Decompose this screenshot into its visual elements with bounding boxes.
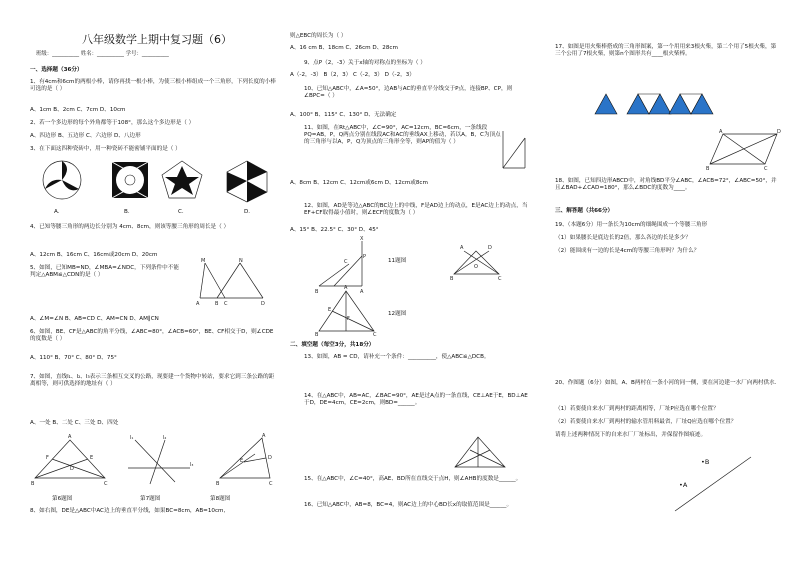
svg-text:B: B (315, 332, 319, 338)
question-13: 13、如图，AB = CD，请补充一个条件：__________，使△ABC≌△DCB。 (304, 354, 490, 360)
svg-text:M: M (201, 258, 206, 264)
question-12-options: A、15° B、22.5° C、30° D、45° (290, 227, 379, 233)
question-7-options: A、一处 B、二处 C、三处 D、四处 (30, 420, 119, 426)
tile-label-a: A. (54, 209, 60, 215)
figure-5 (195, 258, 275, 307)
question-9: 9、点P（2，-3）关于x轴的对称点的坐标为（ ） (304, 60, 426, 66)
question-2: 2、若一个多边形的每个外角都等于108°，那么这个多边形是（ ） (30, 120, 195, 126)
svg-text:A: A (460, 245, 464, 251)
tile-d-figure (227, 161, 267, 202)
caption-figure-12: 12题图 (388, 311, 407, 317)
tile-c-figure (162, 161, 202, 198)
question-19: 19、（本题6分）用一条长为10cm的细绳围成一个等腰三角形 (555, 222, 708, 228)
question-20: 20、作图题（6分）如图，A、B两村在一条小河的同一侧，要在河边建一水厂向两村供水. (555, 380, 777, 386)
svg-text:l₂: l₂ (163, 435, 167, 441)
svg-text:C: C (269, 481, 273, 487)
question-10-options: A、100° B、115° C、130° D、无法确定 (290, 112, 397, 118)
question-5: 5、如图，已知MB=ND，∠MBA=∠NDC，下列条件中不能判定△ABM≌△CDN的是（ ） (30, 265, 179, 278)
question-19-part-1: （1）如果腰长是底边长的2倍，那么各边的长是多少？ (555, 235, 691, 241)
student-info: 班级：__________ 姓名：__________ 学号：__________ (36, 51, 169, 57)
figure-6 (31, 434, 108, 487)
svg-text:A: A (196, 301, 200, 307)
svg-text:N: N (239, 258, 243, 264)
tile-label-d: D. (244, 209, 251, 215)
svg-text:B: B (216, 481, 220, 487)
svg-text:l₃: l₃ (190, 462, 194, 468)
river-line (673, 455, 753, 515)
figure-12 (315, 285, 377, 338)
svg-text:B: B (315, 289, 319, 295)
svg-text:D: D (268, 455, 272, 461)
question-18: 18、如图，已知四边形ABCD中，对角线BD平分∠ABC，∠ACB=72°，∠ABC=50°，并且∠BAD+∠CAD=180°，那么∠BDC的度数为____。 (555, 178, 777, 191)
question-2-options: A、四边形 B、五边形 C、六边形 D、八边形 (30, 133, 141, 139)
figures-11-12 (314, 236, 514, 336)
point-a: •A (679, 481, 688, 489)
svg-text:A: A (262, 433, 266, 439)
column-3 (555, 0, 780, 562)
svg-text:A: A (360, 289, 364, 295)
tile-a-figure (43, 161, 81, 199)
caption-figure-6: 第6题图 (52, 496, 73, 502)
question-20-part-1: （1）若要使自来水厂到两村的距离相等，厂址P应选在哪个位置？ (555, 406, 719, 412)
svg-text:F: F (347, 316, 350, 322)
svg-text:F: F (46, 455, 49, 461)
figure-8 (216, 433, 273, 487)
figure-18 (705, 128, 783, 172)
section-solve: 三、解答题（共66分） (555, 208, 614, 214)
column-2 (290, 0, 530, 562)
svg-text:D: D (777, 129, 781, 135)
question-12: 12、如图，AD是等边△ABC的BC边上的中线，F是AD边上的动点，E是AC边上的动点，当EF+CF取得最小值时，则∠ECF的度数为（ ） (304, 203, 528, 216)
question-11: 11、如图，在Rt△ABC中，∠C=90°，AC=12cm，BC=6cm，一条线段PQ=AB，P，Q两点分别在线段AC和AC的垂线AX上移动，若以A，B，C为顶点的三角形与以A，P，Q为顶点的三角形全等，则AP的值为（ ） (304, 125, 501, 145)
figures-6-7-8 (30, 432, 280, 492)
svg-text:O: O (474, 264, 478, 270)
question-15: 15、在△ABC中，∠C=40°，高AE、BD所在直线交于点H，则∠AHB的度数是______。 (304, 476, 522, 482)
page-title: 八年级数学上期中复习题（6） (82, 33, 232, 46)
svg-text:A: A (719, 129, 723, 135)
question-6: 6、如图，BE、CF是△ABC的角平分线，∠ABC=80°，∠ACB=60°，BE、CF相交于D，则∠CDE的度数是（ ） (30, 329, 274, 342)
question-3: 3、在下面这四种瓷砖中，用一种瓷砖不能密铺平面的是（ ） (30, 146, 181, 152)
svg-text:D: D (488, 245, 492, 251)
question-8-continued: 则△EBC的周长为（ ） (290, 33, 347, 39)
svg-text:B: B (215, 301, 219, 307)
tile-label-c: C. (178, 209, 184, 215)
figure-13 (450, 245, 502, 282)
question-20-part-2: （2）若要使自来水厂到两村的输水管用料最省，厂址Q应选在哪个位置？ (555, 419, 737, 425)
question-10: 10、已知△ABC中，∠A=50°，边AB与AC的垂直平分线交于P点，连接BP、CP，则∠BPC=（ ） (304, 86, 513, 99)
question-1: 1、有4cm和6cm的两根小棒，请你再找一根小棒，为使三根小棒组成一个三角形，下列长度的小棒可选的是（ ） (30, 79, 276, 92)
question-16: 16、已知△ABC中，AB=8，BC=4，则AC边上的中心BD长x的取值范围是______。 (304, 502, 513, 508)
svg-text:P: P (363, 254, 367, 260)
question-9-options: A（-2，-3） B（2，3） C（-2，3） D（-2，3） (290, 72, 415, 78)
question-14: 14、在△ABC中，AB=AC，∠BAC=90°，AE是过A点的一条直线，CE⊥AE于E，BD⊥AE于D，DE=4cm，CE=2cm，则BD=______。 (304, 393, 528, 406)
caption-figure-7: 第7题图 (140, 496, 161, 502)
section-choice: 一、选择题（36分） (30, 67, 83, 73)
question-4-options: A、12cm B、16cm C、16cm或20cm D、20cm (30, 252, 158, 258)
svg-text:B: B (31, 481, 35, 487)
question-7: 7、如图，直线l₁、l₂、l₃表示三条相互交叉的公路，现要建一个货物中转站，要求它到三条公路的距离相等，则可供选择的地址有（ ） (30, 374, 275, 387)
section-fill-blank: 二、填空题（每空3分，共18分） (290, 342, 375, 348)
question-17: 17、如图是用火柴棒搭成的三角形图案，第一个用用来3根火柴，第二个用了5根火柴，第三个公用了7根火柴，则第n个图形共有____根火柴棒。 (555, 44, 777, 57)
svg-text:C: C (764, 166, 768, 172)
svg-text:X: X (360, 236, 364, 242)
svg-text:B: B (450, 276, 454, 282)
tile-figures (42, 158, 272, 204)
svg-text:D: D (261, 301, 265, 307)
svg-text:A: A (344, 285, 348, 291)
svg-text:D: D (70, 466, 74, 472)
svg-text:E: E (90, 455, 94, 461)
svg-text:C: C (104, 481, 108, 487)
question-19-part-2: （2）能围成有一边的长是4cm的等腰三角形吗？为什么？ (555, 248, 700, 254)
figure-11 (315, 236, 366, 295)
svg-text:l₁: l₁ (130, 435, 134, 441)
point-b: •B (701, 458, 710, 466)
figure-17-triangles (593, 90, 703, 120)
question-4: 4、已知等腰三角形的两边长分别为 4cm、8cm，则该等腰三角形的周长是（ ） (30, 224, 230, 230)
figure-14 (450, 432, 510, 472)
caption-figure-11: 11题图 (388, 258, 407, 264)
question-1-options: A、1cm B、2cm C、7cm D、10cm (30, 107, 126, 113)
column-1 (30, 0, 280, 562)
svg-text:C: C (373, 332, 377, 338)
question-5-options: A、∠M=∠N B、AB=CD C、AM=CN D、AM∥CN (30, 316, 159, 322)
svg-text:C: C (498, 276, 502, 282)
tile-b-figure (112, 162, 148, 198)
question-8-options: A、16 cm B、18cm C、26cm D、28cm (290, 45, 398, 51)
figure-7 (128, 435, 193, 484)
svg-text:A: A (68, 434, 72, 440)
question-8: 8、如右图，DE是△ABC中AC边上的垂直平分线，如果BC=8cm，AB=10cm, (30, 508, 226, 514)
question-20-part-3: 请将上述两种情况下的自来水厂厂址标出，并保留作图痕迹。 (555, 432, 707, 438)
svg-text:C: C (344, 259, 348, 265)
svg-text:B: B (706, 166, 710, 172)
question-11-options: A、8cm B、12cm C、12cm或6cm D、12cm或8cm (290, 180, 428, 186)
question-6-options: A、110° B、70° C、80° D、75° (30, 355, 117, 361)
svg-text:E: E (328, 307, 332, 313)
caption-figure-8: 第8题图 (210, 496, 231, 502)
tile-label-b: B. (124, 209, 130, 215)
svg-text:C: C (224, 301, 228, 307)
figure-11-small (500, 128, 530, 173)
svg-text:E: E (240, 458, 244, 464)
